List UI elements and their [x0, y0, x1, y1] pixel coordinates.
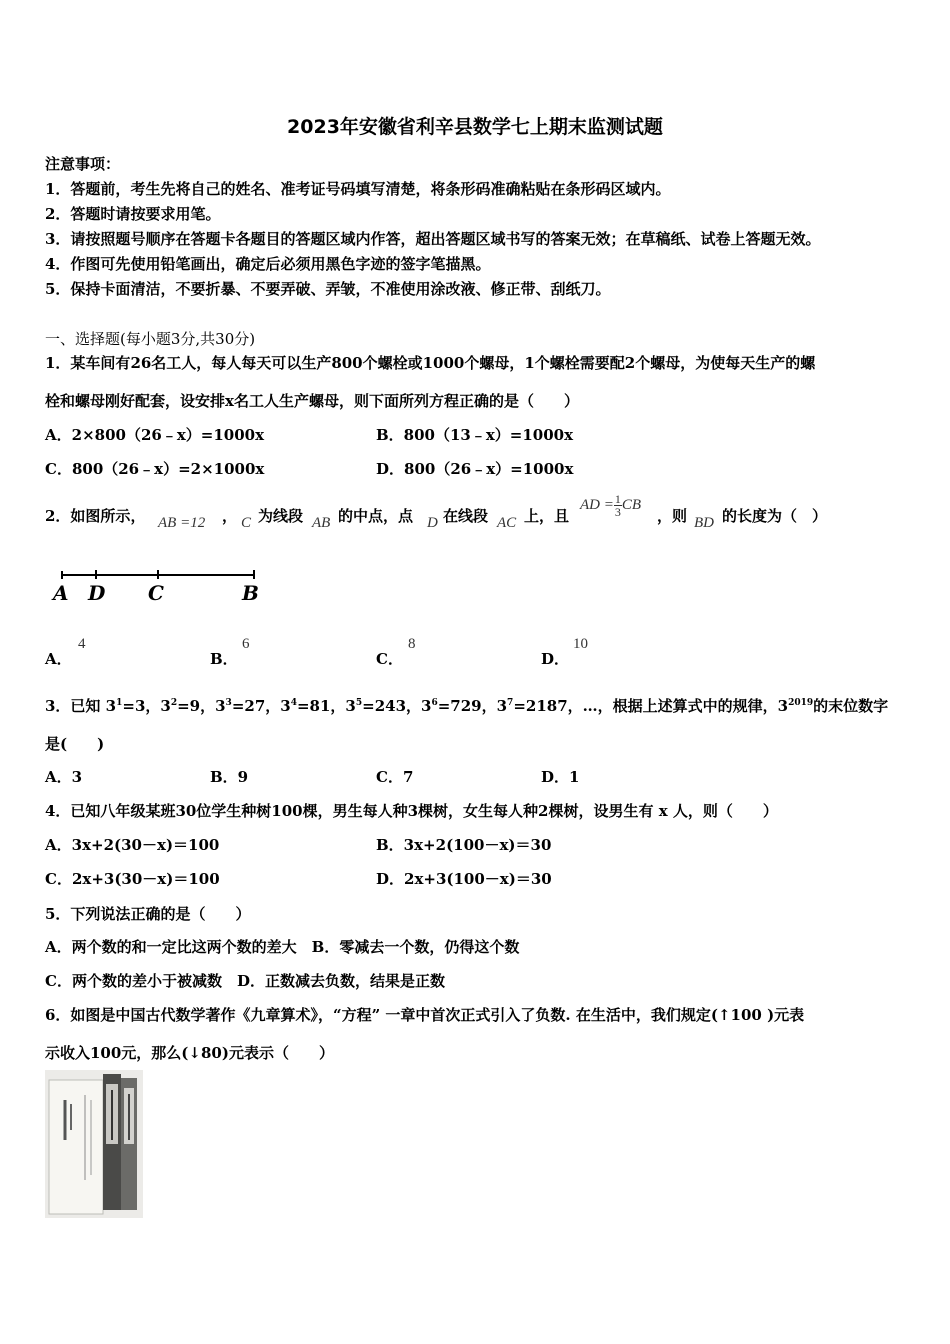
q2-text: 2．如图所示， — [45, 507, 146, 525]
q3-seg: 的末位数字 — [813, 697, 889, 715]
fraction-numerator: 1 — [614, 492, 621, 506]
q2-option-c-value: 8 — [408, 636, 416, 652]
fraction-one-third — [614, 493, 622, 518]
q5-options-cd: C．两个数的差小于被减数 D．正数减去负数，结果是正数 — [45, 972, 445, 990]
q4-option-b: B．3x+2(100－x)＝30 — [376, 836, 552, 854]
q3-option-c: C．7 — [376, 768, 414, 786]
notice-item: 2．答题时请按要求用笔。 — [45, 205, 221, 223]
q2-option-d-value: 10 — [573, 636, 588, 652]
q2-text: ， — [222, 507, 238, 525]
q1-option-c: C．800（26﹣x）=2×1000x — [45, 460, 265, 478]
q2-math-d: D — [427, 515, 438, 531]
question-4: 4．已知八年级某班30位学生种树100棵，男生每人种3棵树，女生每人种2棵树，设男生有 x 人，则（ ） — [45, 802, 778, 820]
q4-option-a: A．3x+2(30－x)＝100 — [45, 836, 220, 854]
figure-label-b: B — [242, 581, 259, 605]
q2-text: 的长度为（ ） — [722, 507, 828, 525]
q2-math-bd: BD — [694, 515, 714, 531]
q2-text: 的中点，点 — [338, 507, 414, 525]
q3-exp: 4 — [290, 698, 297, 708]
notice-item: 1．答题前，考生先将自己的姓名、准考证号码填写清楚，将条形码准确粘贴在条形码区域内。 — [45, 180, 671, 198]
q2-math-ad: AD = — [580, 496, 614, 513]
figure-label-d: D — [88, 581, 106, 605]
question-3-line2: 是( ) — [45, 735, 105, 753]
question-5: 5．下列说法正确的是（ ） — [45, 905, 251, 923]
q3-exp: 7 — [507, 698, 514, 708]
figure-label-c: C — [148, 581, 164, 605]
q2-option-b: B． — [210, 650, 238, 668]
q3-exp: 6 — [431, 698, 438, 708]
q1-option-a: A．2×800（26﹣x）=1000x — [45, 426, 265, 444]
q3-exp: 5 — [355, 698, 363, 708]
q3-seg: =2187，…，根据上述算式中的规律，3 — [513, 697, 789, 715]
q2-math-cb: CB — [621, 496, 642, 513]
notice-item: 4．作图可先使用铅笔画出，确定后必须用黑色字迹的签字笔描黑。 — [45, 255, 491, 273]
q2-math-ab: AB — [312, 515, 331, 531]
fraction-denominator: 3 — [614, 505, 621, 519]
q3-exp: 2019 — [788, 698, 814, 708]
q3-seg: =243，3 — [362, 697, 432, 715]
q2-text: 为线段 — [258, 507, 304, 525]
figure-label-a: A — [53, 581, 69, 605]
q2-option-b-value: 6 — [242, 636, 250, 652]
page-title: 2023年安徽省利辛县数学七上期末监测试题 — [287, 116, 663, 138]
question-3-line1 — [45, 695, 888, 716]
q2-option-a: A． — [45, 650, 72, 668]
q2-math-c: C — [241, 515, 252, 531]
q3-seg: =729，3 — [437, 697, 508, 715]
q1-option-d: D．800（26﹣x）=1000x — [376, 460, 574, 478]
q3-seg: =3，3 — [122, 697, 171, 715]
nine-chapters-book-image — [45, 1070, 143, 1218]
question-6-line1: 6．如图是中国古代数学著作《九章算术》，“方程” 一章中首次正式引入了负数. 在生活中，我们规定(↑100 )元表 — [45, 1006, 805, 1024]
question-1-line1: 1．某车间有26名工人，每人每天可以生产800个螺栓或1000个螺母，1个螺栓需要配2个螺母，为使每天生产的螺 — [45, 354, 816, 372]
q3-exp: 3 — [225, 698, 232, 708]
q4-option-d: D．2x+3(100－x)＝30 — [376, 870, 552, 888]
q3-seg: =9，3 — [177, 697, 226, 715]
q1-option-b: B．800（13﹣x）=1000x — [376, 426, 574, 444]
q3-exp: 1 — [116, 698, 123, 708]
q2-math-ad-fraction — [580, 493, 641, 518]
q2-option-c: C． — [376, 650, 403, 668]
q3-exp: 2 — [170, 698, 178, 708]
section-heading: 一、选择题(每小题3分,共30分) — [45, 330, 256, 348]
q3-option-b: B．9 — [210, 768, 249, 786]
q2-text: 上，且 — [524, 507, 570, 525]
q2-text: 在线段 — [443, 507, 489, 525]
q3-option-a: A．3 — [45, 768, 83, 786]
q2-option-d: D． — [541, 650, 570, 668]
question-6-line2: 示收入100元，那么(↓80)元表示（ ） — [45, 1044, 334, 1062]
q2-text: ，则 — [657, 507, 688, 525]
q2-math-ab12: AB =12 — [158, 515, 206, 531]
q3-seg: =81，3 — [296, 697, 356, 715]
question-1-line2: 栓和螺母刚好配套，设安排x名工人生产螺母，则下面所列方程正确的是（ ） — [45, 392, 579, 410]
q3-option-d: D．1 — [541, 768, 580, 786]
q5-options-ab: A．两个数的和一定比这两个数的差大 B．零减去一个数，仍得这个数 — [45, 938, 520, 956]
q2-option-a-value: 4 — [78, 636, 86, 652]
q3-seg: =27，3 — [231, 697, 291, 715]
line-segment-figure — [50, 565, 270, 607]
q3-seg: 3．已知 3 — [45, 697, 117, 715]
notice-heading: 注意事项： — [45, 155, 121, 173]
notice-item: 5．保持卡面清洁，不要折暴、不要弄破、弄皱，不准使用涂改液、修正带、刮纸刀。 — [45, 280, 611, 298]
q2-math-ac: AC — [497, 515, 517, 531]
notice-item: 3．请按照题号顺序在答题卡各题目的答题区域内作答，超出答题区域书写的答案无效；在草稿纸、试卷上答题无效。 — [45, 230, 821, 248]
q4-option-c: C．2x+3(30－x)＝100 — [45, 870, 220, 888]
